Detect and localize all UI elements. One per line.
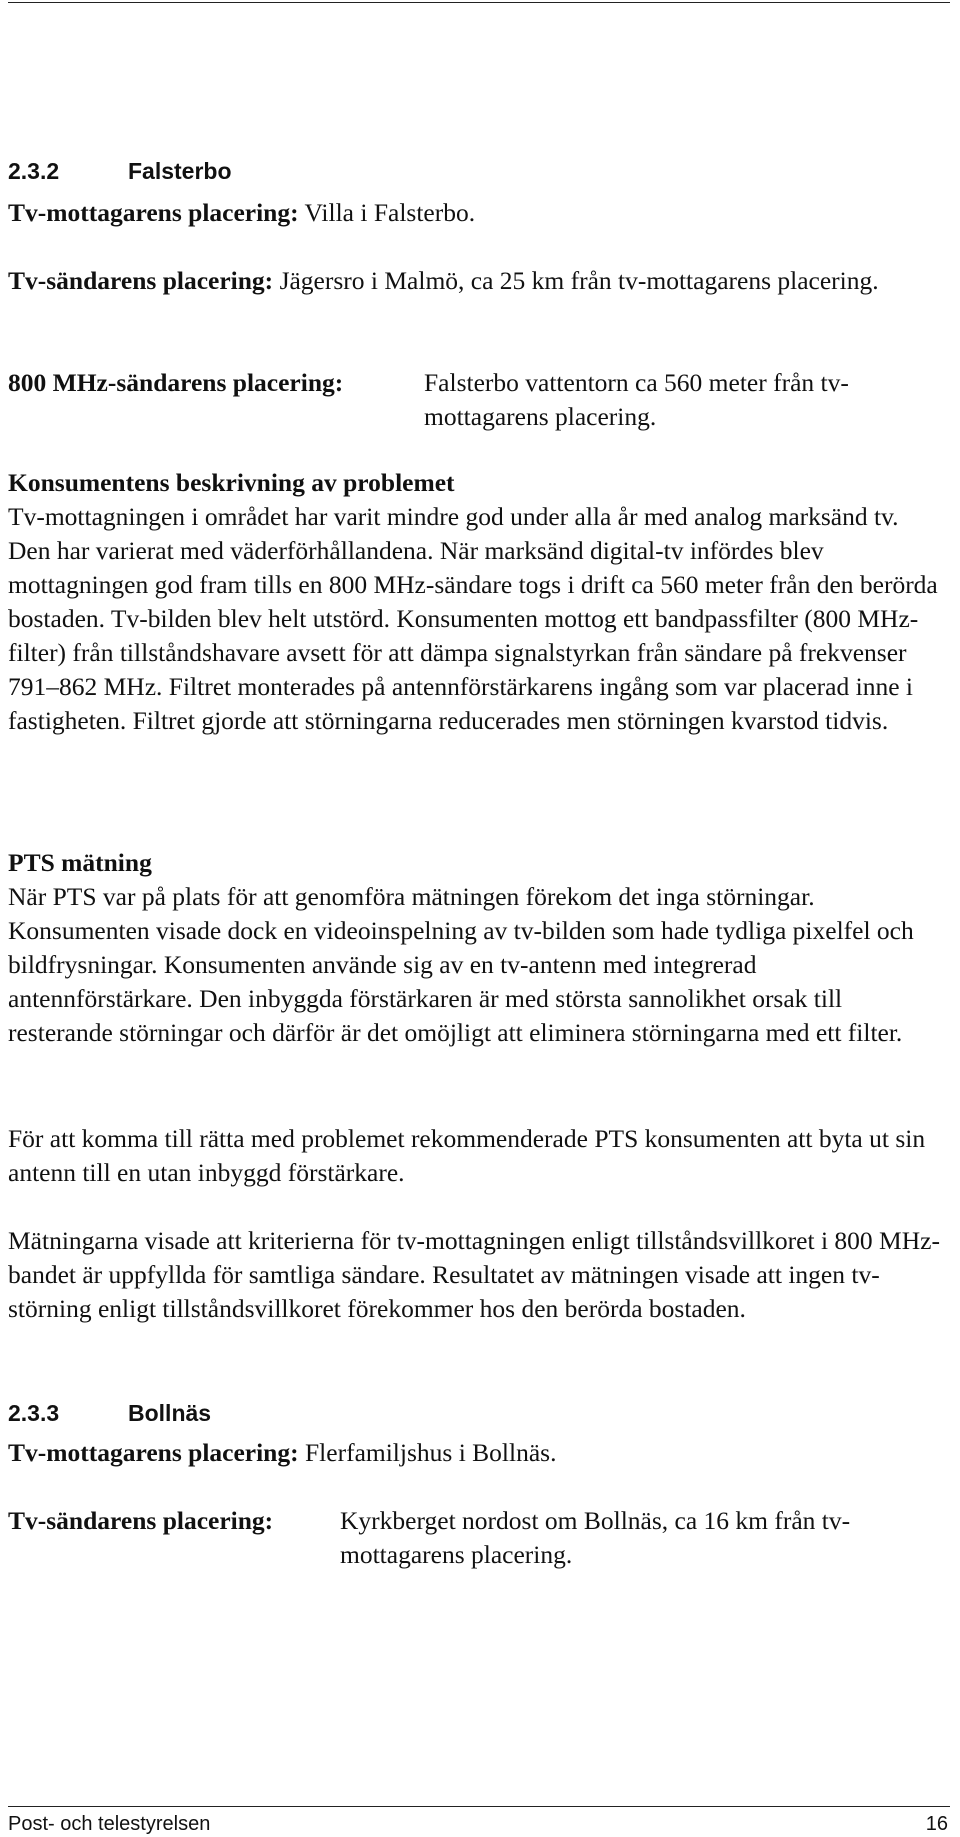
tv-receiver-value: Villa i Falsterbo.: [304, 198, 476, 227]
consumer-description-heading: Konsumentens beskrivning av problemet: [8, 468, 455, 497]
footer-page-number: 16: [925, 1813, 948, 1835]
footer-organization: Post- och telestyrelsen: [8, 1813, 211, 1835]
section-heading-bollnas: [8, 1400, 211, 1427]
mhz-transmitter-value: Falsterbo vattentorn ca 560 meter från tv-mottagarens placering.: [424, 368, 849, 431]
tv-receiver-location: [8, 196, 943, 230]
bollnas-tv-receiver-value: Flerfamiljshus i Bollnäs.: [305, 1438, 557, 1467]
tv-transmitter-location: [8, 264, 943, 298]
section-heading-falsterbo: [8, 158, 232, 185]
section-title: Falsterbo: [128, 158, 232, 184]
result-paragraph: Mätningarna visade att kriterierna för tv-mottagningen enligt tillståndsvillkoret i 800 MHz-bandet är uppfyllda för samtliga sändare. Resultatet av mätningen visade att ingen tv-störning enligt tillståndsvillkoret förekommer hos den berörda bostaden.: [8, 1226, 940, 1323]
mhz-transmitter-label: [8, 366, 343, 400]
pts-measurement-heading: PTS mätning: [8, 848, 152, 877]
consumer-description-text: Tv-mottagningen i området har varit mindre god under alla år med analog marksänd tv. Den har varierat med väderförhållandena. När marksänd digital-tv infördes blev mottagningen god fram tills en 800 MHz-sändare togs i drift ca 560 meter från den berörda bostaden. Tv-bilden blev helt utstörd. Konsumenten mottog ett bandpassfilter (800 MHz-filter) från tillståndshavare avsett för att dämpa signalstyrkan från sändare på frekvenser 791–862 MHz. Filtret monterades på antennförstärkarens ingång som var placerad inne i fastigheten. Filtret gjorde att störningarna reducerades men störningen kvarstod tidvis.: [8, 502, 938, 735]
footer-rule: [8, 1806, 950, 1807]
bollnas-tv-transmitter-value: Kyrkberget nordost om Bollnäs, ca 16 km från tv-mottagarens placering.: [340, 1506, 851, 1569]
tv-transmitter-value: Jägersro i Malmö, ca 25 km från tv-mottagarens placering.: [279, 266, 879, 295]
section-number: 2.3.2: [8, 158, 60, 184]
tv-transmitter-label: Tv-sändarens placering:: [8, 266, 274, 295]
tv-receiver-label: Tv-mottagarens placering:: [8, 198, 299, 227]
bollnas-tv-receiver-location: [8, 1436, 943, 1470]
recommendation-paragraph: För att komma till rätta med problemet rekommenderade PTS konsumenten att byta ut sin antenn till en utan inbyggd förstärkare.: [8, 1124, 926, 1187]
bollnas-tv-transmitter-label-text: Tv-sändarens placering:: [8, 1506, 274, 1535]
bollnas-tv-transmitter-label: [8, 1504, 273, 1538]
mhz-label-text: 800 MHz-sändarens placering:: [8, 368, 344, 397]
section-number: 2.3.3: [8, 1400, 60, 1426]
bollnas-tv-receiver-label: Tv-mottagarens placering:: [8, 1438, 299, 1467]
header-rule: [8, 2, 950, 3]
section-title: Bollnäs: [128, 1400, 212, 1426]
pts-measurement-text: När PTS var på plats för att genomföra mätningen förekom det inga störningar. Konsumenten visade dock en videoinspelning av tv-bilden som hade tydliga pixelfel och bildfrysningar. Konsumenten använde sig av en tv-antenn med integrerad antennförstärkare. Den inbyggda förstärkaren är med största sannolikhet orsak till resterande störningar och därför är det omöjligt att eliminera störningarna med ett filter.: [8, 882, 914, 1047]
